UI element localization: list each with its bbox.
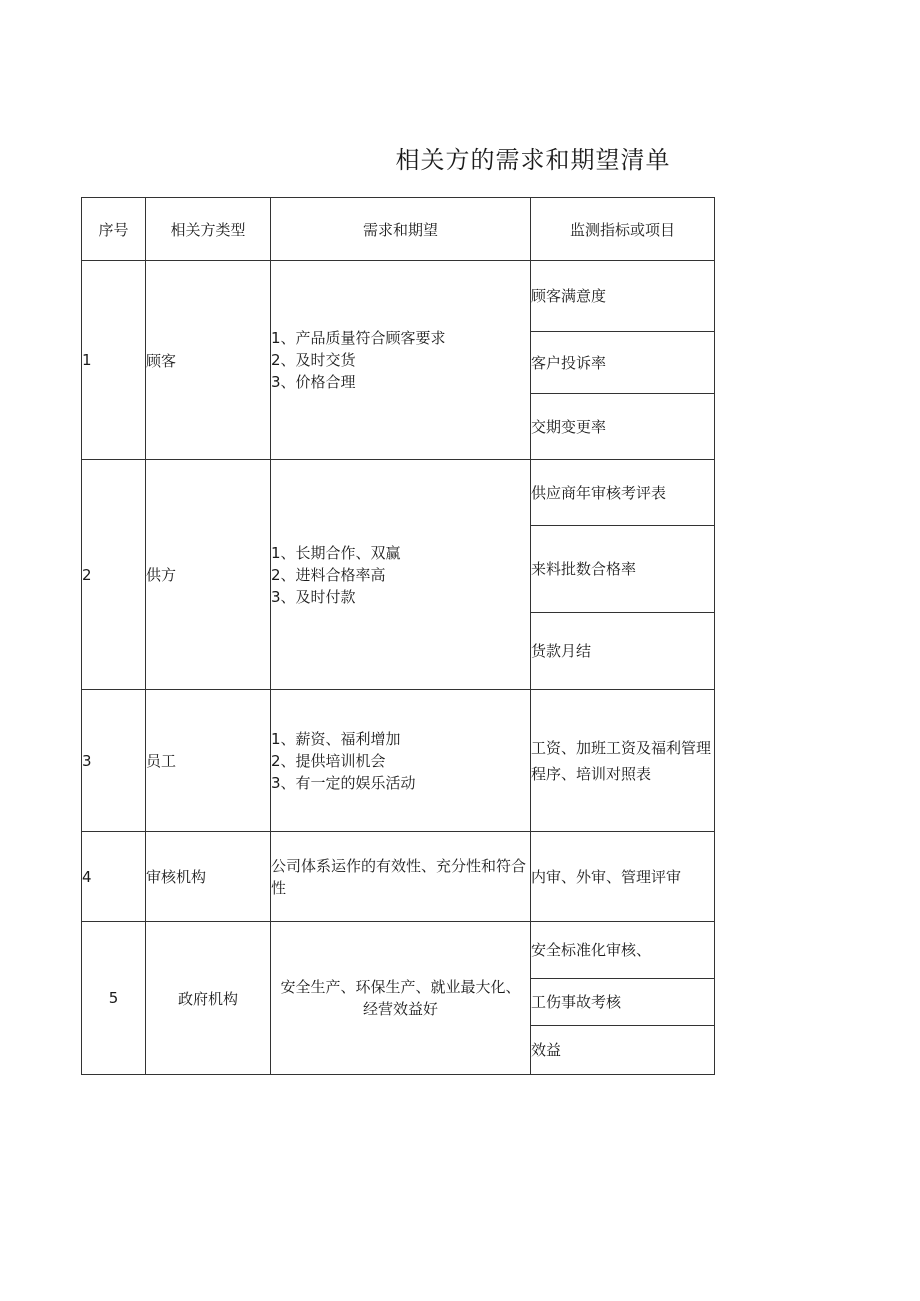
metric-cell: 交期变更率 (531, 394, 715, 460)
needs-line: 3、有一定的娱乐活动 (271, 773, 416, 792)
row-number: 4 (82, 832, 146, 922)
header-metrics: 监测指标或项目 (531, 198, 715, 261)
needs-line: 2、提供培训机会 (271, 751, 386, 770)
table-header-row (82, 198, 715, 261)
table-row (82, 690, 715, 832)
document-title: 相关方的需求和期望清单 (395, 146, 671, 174)
metric-cell: 供应商年审核考评表 (531, 460, 715, 526)
stakeholder-type: 供方 (146, 460, 271, 690)
metric-cell: 来料批数合格率 (531, 526, 715, 613)
metric-cell: 工伤事故考核 (531, 979, 715, 1026)
stakeholder-type: 顾客 (146, 261, 271, 460)
metric-cell: 内审、外审、管理评审 (531, 832, 715, 922)
needs-line: 2、进料合格率高 (271, 565, 386, 584)
stakeholder-type: 政府机构 (146, 922, 271, 1075)
needs-line: 2、及时交货 (271, 351, 356, 369)
needs-line: 1、薪资、福利增加 (271, 729, 401, 748)
header-no: 序号 (82, 198, 146, 261)
metric-cell: 顾客满意度 (531, 261, 715, 332)
needs-cell (271, 690, 531, 832)
needs-line: 3、价格合理 (271, 373, 356, 391)
header-type: 相关方类型 (146, 198, 271, 261)
stakeholder-type: 审核机构 (146, 832, 271, 922)
table-row (82, 832, 715, 922)
metric-cell: 工资、加班工资及福利管理程序、培训对照表 (531, 690, 715, 832)
stakeholder-table (81, 197, 715, 1075)
needs-cell: 安全生产、环保生产、就业最大化、经营效益好 (271, 922, 531, 1075)
metric-cell: 安全标准化审核、 (531, 922, 715, 979)
metric-cell: 客户投诉率 (531, 332, 715, 394)
metric-cell: 效益 (531, 1026, 715, 1075)
needs-line: 1、长期合作、双赢 (271, 543, 401, 562)
stakeholder-type: 员工 (146, 690, 271, 832)
needs-cell (271, 460, 531, 690)
row-number: 2 (82, 460, 146, 690)
row-number: 1 (82, 261, 146, 460)
table-row (82, 922, 715, 979)
header-needs: 需求和期望 (271, 198, 531, 261)
row-number: 3 (82, 690, 146, 832)
row-number: 5 (82, 922, 146, 1075)
needs-line: 1、产品质量符合顾客要求 (271, 329, 446, 347)
metric-cell: 货款月结 (531, 613, 715, 690)
needs-cell (271, 261, 531, 460)
needs-line: 3、及时付款 (271, 587, 356, 606)
table-row (82, 460, 715, 526)
needs-cell: 公司体系运作的有效性、充分性和符合性 (271, 832, 531, 922)
table-row (82, 261, 715, 332)
